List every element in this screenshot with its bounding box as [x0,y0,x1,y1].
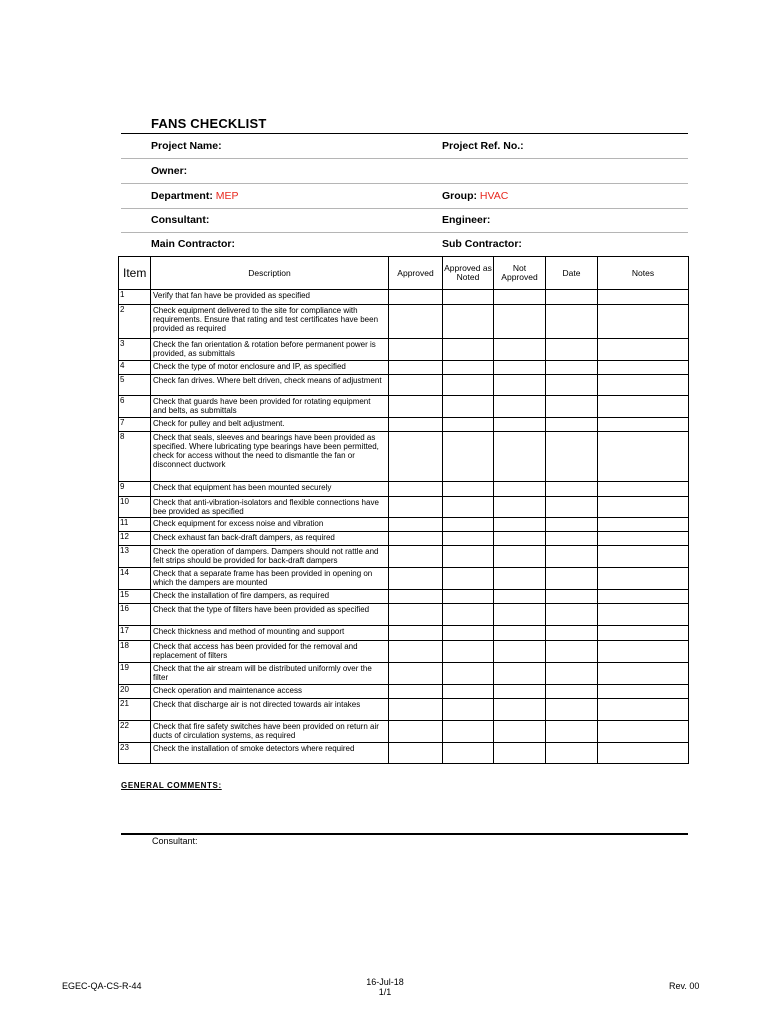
date-cell[interactable] [546,290,598,305]
item-description: Check the operation of dampers. Dampers should not rattle and felt strips should be provided for back-draft dampers [151,546,389,568]
table-row [119,339,689,361]
item-number: 5 [119,375,151,396]
table-row [119,699,689,721]
header-row-contractor [121,232,688,256]
not-approved-cell[interactable] [494,641,546,663]
table-header-row [119,257,689,290]
approved-cell[interactable] [389,685,443,699]
notes-cell[interactable] [598,568,689,590]
not-approved-cell[interactable] [494,699,546,721]
approved-as-noted-cell[interactable] [443,721,494,743]
header-row-department [121,184,688,209]
approved-cell[interactable] [389,626,443,641]
not-approved-cell[interactable] [494,361,546,375]
item-description: Check that the type of filters have been provided as specified [151,604,389,626]
item-description: Check the installation of fire dampers, as required [151,590,389,604]
table-row [119,396,689,418]
table-row [119,743,689,764]
not-approved-cell[interactable] [494,532,546,546]
approved-as-noted-cell[interactable] [443,339,494,361]
col-approved-header: Approved [389,257,443,290]
notes-cell[interactable] [598,290,689,305]
table-row [119,641,689,663]
approved-cell[interactable] [389,546,443,568]
approved-as-noted-cell[interactable] [443,743,494,764]
owner-label: Owner: [151,165,188,177]
notes-cell[interactable] [598,590,689,604]
engineer-label: Engineer: [442,214,491,226]
approved-cell[interactable] [389,290,443,305]
item-description: Check fan drives. Where belt driven, check means of adjustment [151,375,389,396]
notes-cell[interactable] [598,361,689,375]
approved-cell[interactable] [389,432,443,482]
date-cell[interactable] [546,663,598,685]
notes-cell[interactable] [598,339,689,361]
not-approved-cell[interactable] [494,568,546,590]
approved-as-noted-cell[interactable] [443,626,494,641]
notes-cell[interactable] [598,375,689,396]
project-name-label: Project Name: [151,140,222,152]
item-description: Verify that fan have be provided as specified [151,290,389,305]
date-cell[interactable] [546,604,598,626]
general-comments-label: GENERAL COMMENTS: [121,781,222,790]
approved-cell[interactable] [389,361,443,375]
notes-cell[interactable] [598,396,689,418]
date-cell[interactable] [546,590,598,604]
department-label: Department: [151,190,213,202]
col-notes-header: Notes [598,257,689,290]
approved-cell[interactable] [389,568,443,590]
footer-page-number: 1/1 [378,987,392,997]
date-cell[interactable] [546,743,598,764]
item-description: Check the type of motor enclosure and IP, as specified [151,361,389,375]
table-row [119,482,689,497]
approved-cell[interactable] [389,532,443,546]
item-number: 11 [119,518,151,532]
item-description: Check that equipment has been mounted securely [151,482,389,497]
item-number: 2 [119,305,151,339]
sub-contractor-label: Sub Contractor: [442,238,522,250]
table-row [119,375,689,396]
department-value: MEP [215,190,239,202]
notes-cell[interactable] [598,699,689,721]
not-approved-cell[interactable] [494,626,546,641]
date-cell[interactable] [546,305,598,339]
approved-cell[interactable] [389,497,443,518]
table-row [119,721,689,743]
table-row [119,532,689,546]
not-approved-cell[interactable] [494,721,546,743]
notes-cell[interactable] [598,626,689,641]
main-contractor-label: Main Contractor: [151,238,235,250]
group-label: Group: [442,190,477,202]
date-cell[interactable] [546,482,598,497]
approved-as-noted-cell[interactable] [443,532,494,546]
notes-cell[interactable] [598,685,689,699]
group-field [442,190,508,202]
approved-cell[interactable] [389,590,443,604]
date-cell[interactable] [546,518,598,532]
not-approved-cell[interactable] [494,497,546,518]
signature-divider [121,833,688,835]
item-description: Check that guards have been provided for rotating equipment and belts, as submittals [151,396,389,418]
item-number: 9 [119,482,151,497]
item-description: Check that access has been provided for the removal and replacement of filters [151,641,389,663]
notes-cell[interactable] [598,305,689,339]
project-ref-label: Project Ref. No.: [442,140,524,152]
col-not-approved-header: Not Approved [494,257,546,290]
notes-cell[interactable] [598,604,689,626]
footer-doc-code: EGEC-QA-CS-R-44 [62,981,142,991]
date-cell[interactable] [546,497,598,518]
item-number: 19 [119,663,151,685]
item-number: 23 [119,743,151,764]
date-cell[interactable] [546,396,598,418]
item-description: Check that the air stream will be distributed uniformly over the filter [151,663,389,685]
date-cell[interactable] [546,699,598,721]
item-description: Check operation and maintenance access [151,685,389,699]
approved-cell[interactable] [389,699,443,721]
table-row [119,432,689,482]
header-row-consultant [121,208,688,233]
approved-cell[interactable] [389,721,443,743]
date-cell[interactable] [546,418,598,432]
approved-cell[interactable] [389,305,443,339]
not-approved-cell[interactable] [494,482,546,497]
approved-as-noted-cell[interactable] [443,375,494,396]
not-approved-cell[interactable] [494,663,546,685]
table-row [119,418,689,432]
not-approved-cell[interactable] [494,418,546,432]
date-cell[interactable] [546,375,598,396]
approved-as-noted-cell[interactable] [443,305,494,339]
table-row [119,604,689,626]
item-number: 8 [119,432,151,482]
col-description-header: Description [151,257,389,290]
notes-cell[interactable] [598,418,689,432]
approved-as-noted-cell[interactable] [443,361,494,375]
checklist-body [119,290,689,764]
item-number: 21 [119,699,151,721]
not-approved-cell[interactable] [494,604,546,626]
approved-cell[interactable] [389,396,443,418]
item-description: Check the installation of smoke detectors where required [151,743,389,764]
notes-cell[interactable] [598,546,689,568]
notes-cell[interactable] [598,432,689,482]
table-row [119,626,689,641]
date-cell[interactable] [546,361,598,375]
date-cell[interactable] [546,546,598,568]
date-cell[interactable] [546,685,598,699]
consultant-signature-label: Consultant: [152,836,198,846]
date-cell[interactable] [546,721,598,743]
item-description: Check that fire safety switches have been provided on return air ducts of circulation systems, as required [151,721,389,743]
footer-revision: Rev. 00 [669,981,700,991]
item-number: 14 [119,568,151,590]
consultant-label: Consultant: [151,214,210,226]
notes-cell[interactable] [598,532,689,546]
item-number: 10 [119,497,151,518]
item-number: 13 [119,546,151,568]
notes-cell[interactable] [598,518,689,532]
page-title: FANS CHECKLIST [151,116,267,131]
item-number: 7 [119,418,151,432]
approved-cell[interactable] [389,604,443,626]
approved-as-noted-cell[interactable] [443,685,494,699]
not-approved-cell[interactable] [494,396,546,418]
header-row-owner [121,159,688,184]
item-number: 12 [119,532,151,546]
approved-as-noted-cell[interactable] [443,418,494,432]
table-row [119,546,689,568]
approved-cell[interactable] [389,743,443,764]
item-number: 17 [119,626,151,641]
item-description: Check that discharge air is not directed towards air intakes [151,699,389,721]
item-number: 4 [119,361,151,375]
approved-as-noted-cell[interactable] [443,546,494,568]
not-approved-cell[interactable] [494,305,546,339]
date-cell[interactable] [546,568,598,590]
approved-as-noted-cell[interactable] [443,699,494,721]
item-description: Check equipment delivered to the site for compliance with requirements. Ensure that rating and test certificates have been provided as required [151,305,389,339]
item-number: 3 [119,339,151,361]
notes-cell[interactable] [598,497,689,518]
table-row [119,568,689,590]
table-row [119,305,689,339]
item-number: 15 [119,590,151,604]
approved-cell[interactable] [389,663,443,685]
footer-date: 16-Jul-18 [366,977,404,987]
table-row [119,361,689,375]
col-date-header: Date [546,257,598,290]
approved-cell[interactable] [389,375,443,396]
table-row [119,685,689,699]
not-approved-cell[interactable] [494,375,546,396]
approved-as-noted-cell[interactable] [443,432,494,482]
approved-as-noted-cell[interactable] [443,568,494,590]
date-cell[interactable] [546,432,598,482]
table-row [119,497,689,518]
approved-as-noted-cell[interactable] [443,663,494,685]
not-approved-cell[interactable] [494,546,546,568]
date-cell[interactable] [546,339,598,361]
item-description: Check the fan orientation & rotation before permanent power is provided, as submittals [151,339,389,361]
notes-cell[interactable] [598,482,689,497]
notes-cell[interactable] [598,641,689,663]
approved-as-noted-cell[interactable] [443,396,494,418]
item-number: 20 [119,685,151,699]
approved-cell[interactable] [389,482,443,497]
not-approved-cell[interactable] [494,743,546,764]
group-value: HVAC [479,190,509,202]
item-description: Check that seals, sleeves and bearings have been provided as specified. Where lubricating type bearings have been permitted, check for access without the need to dismantle the fan or disconnect ductwork [151,432,389,482]
approved-cell[interactable] [389,418,443,432]
approved-as-noted-cell[interactable] [443,290,494,305]
approved-as-noted-cell[interactable] [443,518,494,532]
notes-cell[interactable] [598,743,689,764]
item-number: 1 [119,290,151,305]
item-number: 22 [119,721,151,743]
approved-as-noted-cell[interactable] [443,482,494,497]
notes-cell[interactable] [598,721,689,743]
col-approved-as-noted-header: Approved as Noted [443,257,494,290]
not-approved-cell[interactable] [494,290,546,305]
item-description: Check that a separate frame has been provided in opening on which the dampers are mounted [151,568,389,590]
table-row [119,590,689,604]
not-approved-cell[interactable] [494,685,546,699]
date-cell[interactable] [546,641,598,663]
table-row [119,290,689,305]
department-field [151,190,239,202]
col-item-header: Item [119,257,151,290]
not-approved-cell[interactable] [494,432,546,482]
not-approved-cell[interactable] [494,518,546,532]
item-number: 18 [119,641,151,663]
approved-cell[interactable] [389,339,443,361]
item-description: Check thickness and method of mounting and support [151,626,389,641]
approved-as-noted-cell[interactable] [443,641,494,663]
item-description: Check equipment for excess noise and vibration [151,518,389,532]
item-description: Check that anti-vibration-isolators and flexible connections have bee provided as specified [151,497,389,518]
approved-as-noted-cell[interactable] [443,604,494,626]
table-row [119,663,689,685]
table-row [119,518,689,532]
approved-as-noted-cell[interactable] [443,497,494,518]
item-description: Check exhaust fan back-draft dampers, as required [151,532,389,546]
header-row-project [121,134,688,159]
date-cell[interactable] [546,532,598,546]
item-description: Check for pulley and belt adjustment. [151,418,389,432]
date-cell[interactable] [546,626,598,641]
approved-cell[interactable] [389,641,443,663]
item-number: 16 [119,604,151,626]
approved-cell[interactable] [389,518,443,532]
approved-as-noted-cell[interactable] [443,590,494,604]
not-approved-cell[interactable] [494,590,546,604]
notes-cell[interactable] [598,663,689,685]
footer-date-page [355,977,415,997]
not-approved-cell[interactable] [494,339,546,361]
item-number: 6 [119,396,151,418]
checklist-table [118,256,689,764]
